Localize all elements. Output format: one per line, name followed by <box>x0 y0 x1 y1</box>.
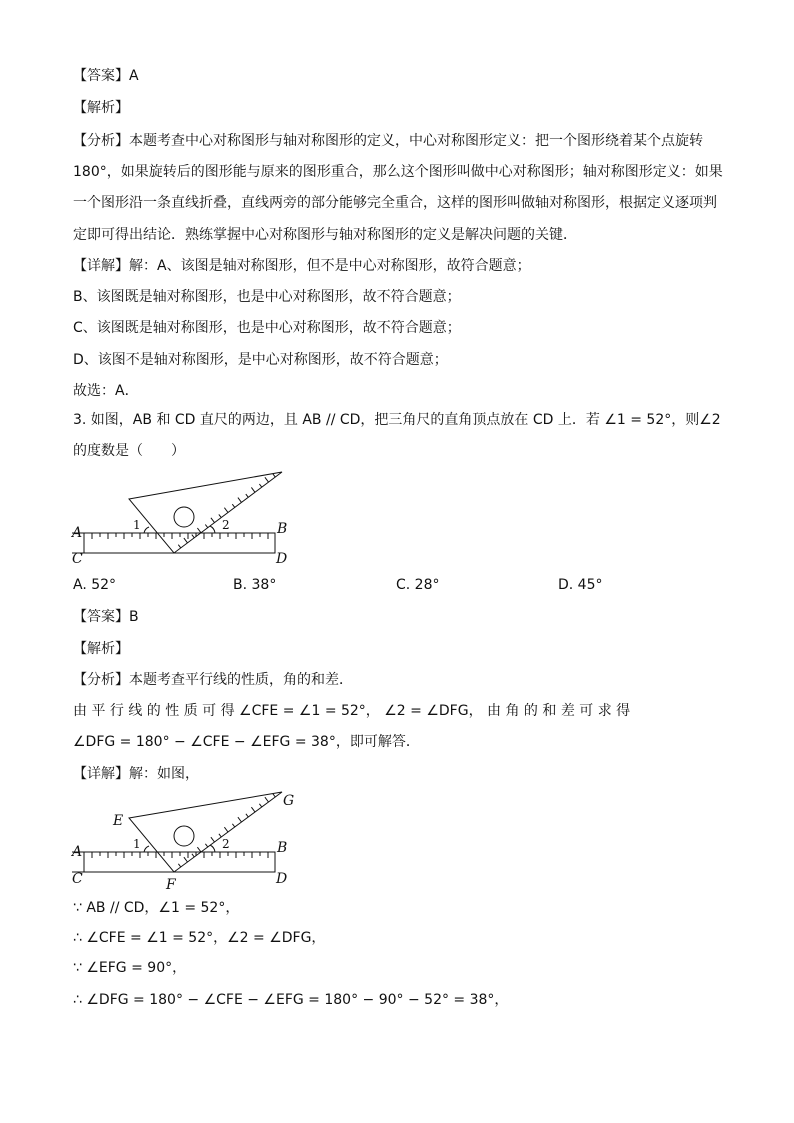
q2-detail-line-2: B、该图既是轴对称图形，也是中心对称图形，故不符合题意； <box>73 289 461 305</box>
detail-text: 解：A、该图是轴对称图形，但不是中心对称图形，故符合题意； <box>129 258 531 274</box>
step-4: ∴ ∠DFG = 180° − ∠CFE − ∠EFG = 180° − 90° − 52° = 38°， <box>73 992 509 1008</box>
label-E: E <box>113 813 124 829</box>
label-angle-2: 2 <box>222 837 230 851</box>
q3-analysis-heading: 【解析】 <box>73 641 129 657</box>
step-1: ∵ AB // CD，∠1 = 52°， <box>73 900 240 916</box>
detail-text: 解：如图， <box>129 766 199 782</box>
label-C: C <box>72 871 83 887</box>
q2-fenxi-line-4: 定即可得出结论．熟练掌握中心对称图形与轴对称图形的定义是解决问题的关键． <box>73 227 577 243</box>
q2-detail-line-4: D、该图不是轴对称图形，是中心对称图形，故不符合题意； <box>73 352 448 368</box>
angle-2-arc <box>210 845 215 852</box>
label-A: A <box>72 525 83 541</box>
option-a: A. 52° <box>73 577 117 593</box>
q3-stem-line-2: 的度数是（ ） <box>73 443 185 459</box>
label-B: B <box>277 840 288 856</box>
label-D: D <box>276 551 288 567</box>
fenxi-tag: 【分析】 <box>73 672 129 688</box>
label-angle-2: 2 <box>222 518 230 532</box>
label-B: B <box>277 521 288 537</box>
q3-stem-line-1: 3. 如图，AB 和 CD 直尺的两边，且 AB // CD，把三角尺的直角顶点放在 CD 上．若 ∠1 = 52°，则∠2 <box>73 412 721 428</box>
q3-fenxi-line-2: 由 平 行 线 的 性 质 可 得 ∠CFE = ∠1 = 52°， ∠2 = ∠DFG， 由 角 的 和 差 可 求 得 <box>73 703 631 719</box>
ruler-ticks <box>92 852 268 858</box>
q3-fenxi-line-3: ∠DFG = 180° − ∠CFE − ∠EFG = 38°，即可解答． <box>73 734 420 750</box>
label-G: G <box>283 793 295 809</box>
q2-analysis-heading: 【解析】 <box>73 100 129 116</box>
q2-fenxi-line-2: 180°，如果旋转后的图形能与原来的图形重合，那么这个图形叫做中心对称图形；轴对称图形定义：如果 <box>73 164 723 180</box>
q2-conclusion: 故选：A． <box>73 383 139 399</box>
set-square-ticks <box>178 794 275 867</box>
label-angle-1: 1 <box>133 837 141 851</box>
option-d: D. 45° <box>558 577 603 593</box>
q2-fenxi-line-3: 一个图形沿一条直线折叠，直线两旁的部分能够完全重合，这样的图形叫做轴对称图形，根据定义逐项判 <box>73 195 717 211</box>
answer-value: A <box>129 68 139 84</box>
q2-detail-line-3: C、该图既是轴对称图形，也是中心对称图形，故不符合题意； <box>73 320 461 336</box>
set-square <box>129 792 282 872</box>
fenxi-text: 本题考查平行线的性质，角的和差． <box>129 672 353 688</box>
option-c: C. 28° <box>396 577 440 593</box>
step-2: ∴ ∠CFE = ∠1 = 52°，∠2 = ∠DFG， <box>73 930 326 946</box>
label-F: F <box>166 877 176 893</box>
detail-tag: 【详解】 <box>73 766 129 782</box>
label-angle-1: 1 <box>133 518 141 532</box>
step-3: ∵ ∠EFG = 90°， <box>73 960 187 976</box>
angle-1-arc <box>144 846 149 852</box>
fenxi-text: 本题考查中心对称图形与轴对称图形的定义，中心对称图形定义：把一个图形绕着某个点旋转 <box>129 133 703 149</box>
answer-value: B <box>129 609 139 625</box>
detail-tag: 【详解】 <box>73 258 129 274</box>
fenxi-tag: 【分析】 <box>73 133 129 149</box>
set-square-hole <box>174 826 194 846</box>
answer-tag: 【答案】 <box>73 609 129 625</box>
label-A: A <box>72 844 83 860</box>
label-C: C <box>72 551 83 567</box>
label-D: D <box>276 871 288 887</box>
option-b: B. 38° <box>233 577 277 593</box>
answer-tag: 【答案】 <box>73 68 129 84</box>
